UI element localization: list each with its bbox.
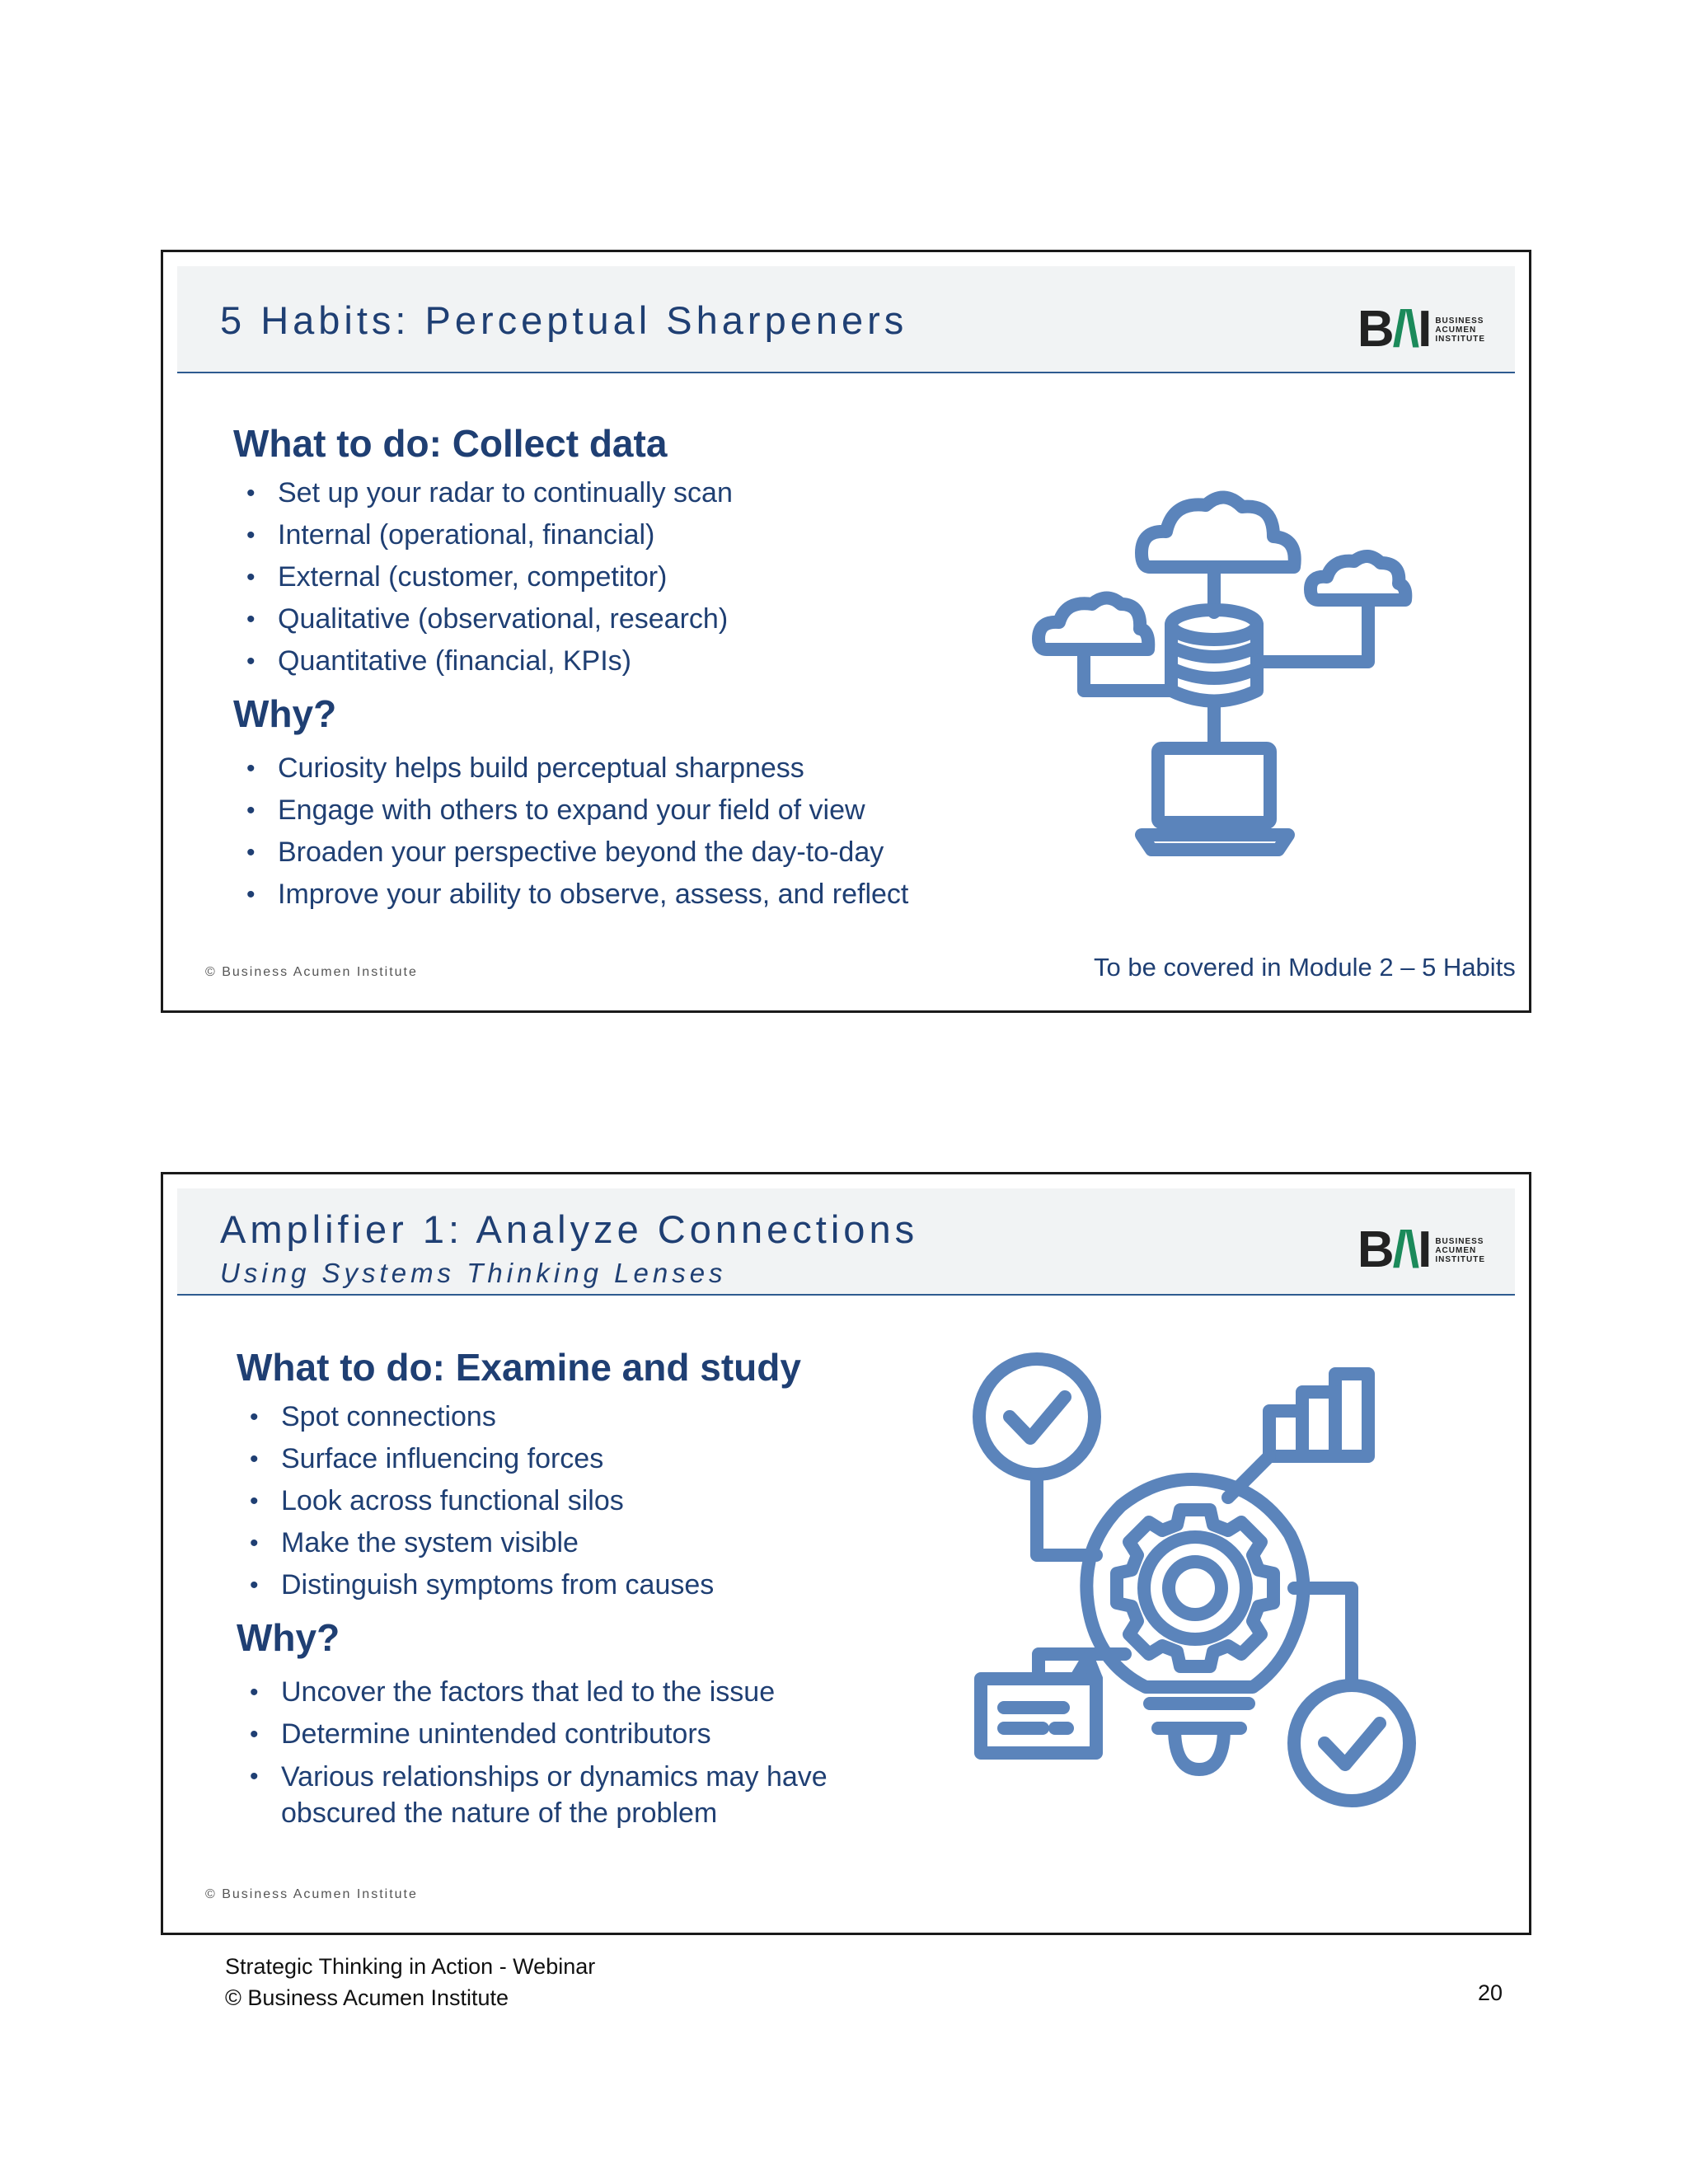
bai-logo-mark: B /\ I <box>1357 301 1431 358</box>
slide-subtitle: Using Systems Thinking Lenses <box>220 1258 727 1288</box>
logo-slash-icon: /\ <box>1392 301 1418 358</box>
why-heading: Why? <box>233 692 337 735</box>
why-heading: Why? <box>237 1616 340 1659</box>
slide-analyze-connections <box>161 1172 1531 1935</box>
slide-copyright: © Business Acumen Institute <box>205 965 418 979</box>
why-list <box>243 748 908 916</box>
slide-perceptual-sharpeners <box>161 250 1531 1013</box>
bai-logo-text: BUSINESS ACUMEN INSTITUTE <box>1435 1236 1485 1264</box>
bai-logo-text: BUSINESS ACUMEN INSTITUTE <box>1435 316 1485 344</box>
header-divider <box>177 372 1515 373</box>
list-item: • Engage with others to expand your field of view <box>243 790 908 832</box>
list-item: • Quantitative (financial, KPIs) <box>243 640 733 682</box>
list-item: • Various relationships or dynamics may have obscured the nature of the problem <box>246 1759 873 1831</box>
list-item: • Qualitative (observational, research) <box>243 598 733 640</box>
list-item: • Make the system visible <box>246 1522 714 1564</box>
cloud-database-laptop-icon <box>1026 456 1438 872</box>
what-to-do-heading: What to do: Examine and study <box>237 1346 801 1389</box>
slide-title: Amplifier 1: Analyze Connections <box>220 1207 919 1251</box>
list-item: • Determine unintended contributors <box>246 1713 873 1755</box>
list-item: • Curiosity helps build perceptual sharpness <box>243 748 908 790</box>
list-item: • Internal (operational, financial) <box>243 514 733 556</box>
slide-title: 5 Habits: Perceptual Sharpeners <box>220 298 908 342</box>
footer-copyright: © Business Acumen Institute <box>225 1985 509 2010</box>
list-item: • Uncover the factors that led to the issue <box>246 1671 873 1713</box>
list-item: • Distinguish symptoms from causes <box>246 1564 714 1606</box>
slide-copyright: © Business Acumen Institute <box>205 1887 418 1901</box>
why-list <box>246 1671 873 1831</box>
page-footer <box>225 1951 595 2013</box>
what-to-do-heading: What to do: Collect data <box>233 422 668 465</box>
list-item: • Broaden your perspective beyond the day-to-day <box>243 832 908 874</box>
list-item: • Look across functional silos <box>246 1480 714 1522</box>
what-to-do-list <box>246 1396 714 1606</box>
slide-background <box>177 1188 1515 1919</box>
module-note: To be covered in Module 2 – 5 Habits <box>1094 953 1516 982</box>
what-to-do-list <box>243 472 733 682</box>
bai-logo-mark: B /\ I <box>1357 1221 1431 1278</box>
list-item: • External (customer, competitor) <box>243 556 733 598</box>
list-item: • Spot connections <box>246 1396 714 1438</box>
list-item: • Improve your ability to observe, assess, and reflect <box>243 874 908 916</box>
footer-webinar-title: Strategic Thinking in Action - Webinar <box>225 1954 596 1979</box>
list-item: • Set up your radar to continually scan <box>243 472 733 514</box>
page-number: 20 <box>1477 1980 1503 2005</box>
bai-logo <box>1357 1221 1485 1278</box>
list-item: • Surface influencing forces <box>246 1438 714 1480</box>
slide-background <box>177 266 1515 996</box>
bai-logo <box>1357 301 1485 358</box>
lightbulb-gear-network-icon <box>964 1341 1434 1823</box>
header-divider <box>177 1294 1515 1296</box>
logo-slash-icon: /\ <box>1392 1221 1418 1278</box>
